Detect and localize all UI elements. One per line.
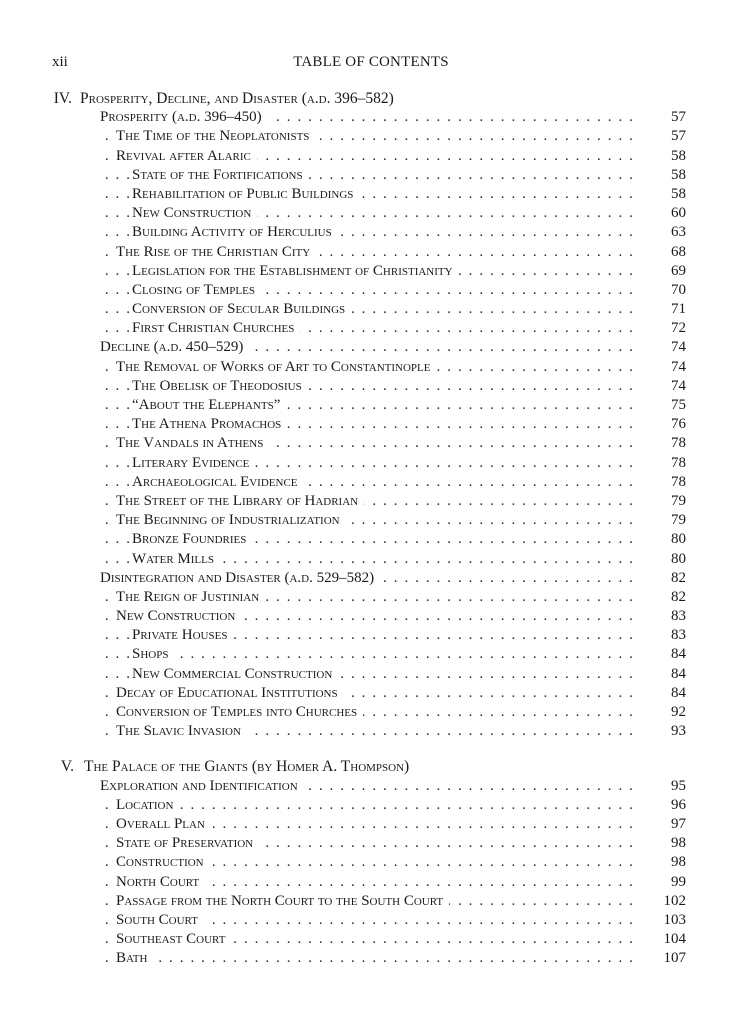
toc-entry-page: 83	[640, 626, 686, 645]
toc-entry	[0, 911, 742, 930]
toc-entry-page: 99	[640, 873, 686, 892]
toc-entry-title: The Vandals in Athens	[116, 434, 269, 453]
toc-entry-page: 84	[640, 645, 686, 664]
toc-entry-title: The Reign of Justinian	[116, 588, 265, 607]
toc-entry-page: 107	[640, 949, 686, 968]
toc-entry-page: 96	[640, 796, 686, 815]
toc-entry-page: 78	[640, 454, 686, 473]
toc-entry-page: 58	[640, 166, 686, 185]
toc-entry-page: 60	[640, 204, 686, 223]
toc-entry-title: Exploration and Identification	[100, 777, 304, 796]
toc-entry	[0, 223, 742, 242]
toc-entry-page: 102	[640, 892, 686, 911]
toc-entry-title: Legislation for the Establishment of Christianity	[132, 262, 459, 281]
toc-entry-page: 76	[640, 415, 686, 434]
toc-entry-page: 74	[640, 358, 686, 377]
toc-entry-title: The Athena Promachos	[132, 415, 287, 434]
page-number: xii	[52, 54, 68, 70]
toc-entry-title: Archaeological Evidence	[132, 473, 304, 492]
toc-entry	[0, 853, 742, 872]
toc-entry-title: “About the Elephants”	[132, 396, 286, 415]
toc-entry-page: 97	[640, 815, 686, 834]
toc-entry	[0, 796, 742, 815]
toc-entry-page: 79	[640, 492, 686, 511]
chapter-heading	[0, 757, 742, 776]
toc-entry-title: Overall Plan	[116, 815, 211, 834]
toc-entry	[0, 415, 742, 434]
toc-entry-page: 71	[640, 300, 686, 319]
table-of-contents	[0, 89, 742, 968]
toc-entry-page: 82	[640, 569, 686, 588]
toc-entry-page: 74	[640, 338, 686, 357]
toc-entry-title: The Slavic Invasion	[116, 722, 247, 741]
toc-entry	[0, 262, 742, 281]
toc-entry-title: Closing of Temples	[132, 281, 261, 300]
toc-entry-page: 98	[640, 834, 686, 853]
toc-entry	[0, 166, 742, 185]
chapter-number: V.	[60, 758, 74, 776]
toc-entry	[0, 185, 742, 204]
toc-entry-page: 79	[640, 511, 686, 530]
toc-entry	[0, 569, 742, 588]
toc-entry-title: Passage from the North Court to the South Court	[116, 892, 449, 911]
page-header	[0, 54, 742, 74]
chapter-title: Prosperity, Decline, and Disaster (a.d. 396–582)	[80, 90, 394, 107]
toc-entry-page: 78	[640, 434, 686, 453]
toc-entry	[0, 358, 742, 377]
toc-entry	[0, 645, 742, 664]
toc-entry-title: The Obelisk of Theodosius	[132, 377, 308, 396]
toc-entry-title: The Removal of Works of Art to Constantinople	[116, 358, 437, 377]
chapter-heading	[0, 89, 742, 108]
toc-entry-title: Disintegration and Disaster (a.d. 529–582)	[100, 569, 380, 588]
toc-entry	[0, 243, 742, 262]
toc-entry-title: New Construction	[116, 607, 241, 626]
toc-entry	[0, 684, 742, 703]
toc-entry-page: 93	[640, 722, 686, 741]
toc-entry-title: Construction	[116, 853, 210, 872]
toc-entry-title: The Beginning of Industrialization	[116, 511, 346, 530]
toc-entry	[0, 377, 742, 396]
toc-entry-page: 57	[640, 108, 686, 127]
toc-entry-page: 104	[640, 930, 686, 949]
toc-entry-title: New Commercial Construction	[132, 665, 338, 684]
toc-entry-title: State of the Fortifications	[132, 166, 309, 185]
toc-entry	[0, 588, 742, 607]
toc-entry	[0, 777, 742, 796]
toc-entry-title: Bronze Foundries	[132, 530, 252, 549]
toc-entry-page: 98	[640, 853, 686, 872]
toc-entry-page: 83	[640, 607, 686, 626]
toc-entry	[0, 300, 742, 319]
toc-entry-title: Shops	[132, 645, 174, 664]
toc-entry	[0, 396, 742, 415]
toc-entry	[0, 892, 742, 911]
dot-leader	[100, 796, 688, 815]
toc-entry	[0, 607, 742, 626]
toc-entry-page: 82	[640, 588, 686, 607]
toc-entry	[0, 492, 742, 511]
toc-entry	[0, 338, 742, 357]
toc-entry-page: 58	[640, 147, 686, 166]
toc-entry-page: 57	[640, 127, 686, 146]
toc-entry-page: 58	[640, 185, 686, 204]
toc-entry	[0, 834, 742, 853]
toc-entry-page: 69	[640, 262, 686, 281]
toc-entry	[0, 281, 742, 300]
toc-entry	[0, 873, 742, 892]
toc-entry-title: Building Activity of Herculius	[132, 223, 338, 242]
toc-entry-title: Prosperity (a.d. 396–450)	[100, 108, 268, 127]
toc-entry-page: 68	[640, 243, 686, 262]
toc-entry	[0, 147, 742, 166]
toc-entry	[0, 703, 742, 722]
toc-entry	[0, 127, 742, 146]
toc-entry-page: 84	[640, 684, 686, 703]
toc-entry	[0, 530, 742, 549]
chapter-title: The Palace of the Giants (by Homer A. Thompson)	[84, 758, 410, 776]
toc-entry-title: State of Preservation	[116, 834, 259, 853]
toc-entry-title: Water Mills	[132, 550, 220, 569]
toc-entry	[0, 665, 742, 684]
toc-entry-title: Decay of Educational Institutions	[116, 684, 344, 703]
toc-entry-page: 78	[640, 473, 686, 492]
toc-entry-title: First Christian Churches	[132, 319, 300, 338]
toc-entry-page: 63	[640, 223, 686, 242]
toc-entry	[0, 930, 742, 949]
toc-entry-page: 75	[640, 396, 686, 415]
dot-leader	[100, 949, 688, 968]
toc-entry	[0, 626, 742, 645]
toc-entry-title: Private Houses	[132, 626, 233, 645]
toc-entry-title: New Construction	[132, 204, 257, 223]
toc-entry	[0, 204, 742, 223]
toc-entry	[0, 722, 742, 741]
toc-entry	[0, 511, 742, 530]
toc-entry-page: 74	[640, 377, 686, 396]
toc-entry-title: The Rise of the Christian City	[116, 243, 316, 262]
toc-entry	[0, 454, 742, 473]
dot-leader	[100, 645, 688, 664]
toc-entry-title: Southeast Court	[116, 930, 231, 949]
toc-entry-title: Bath	[116, 949, 153, 968]
toc-entry-title: Conversion of Secular Buildings	[132, 300, 351, 319]
toc-entry	[0, 949, 742, 968]
toc-entry-page: 95	[640, 777, 686, 796]
toc-entry-title: The Time of the Neoplatonists	[116, 127, 315, 146]
toc-entry-title: North Court	[116, 873, 205, 892]
toc-entry	[0, 550, 742, 569]
toc-entry	[0, 434, 742, 453]
toc-entry-page: 84	[640, 665, 686, 684]
toc-entry-title: Location	[116, 796, 179, 815]
toc-entry-page: 70	[640, 281, 686, 300]
toc-entry	[0, 319, 742, 338]
toc-entry-title: The Street of the Library of Hadrian	[116, 492, 364, 511]
toc-entry-title: Revival after Alaric	[116, 147, 257, 166]
chapter-number: IV.	[53, 90, 72, 107]
toc-entry-page: 72	[640, 319, 686, 338]
toc-entry	[0, 473, 742, 492]
toc-entry-page: 103	[640, 911, 686, 930]
toc-entry-title: Decline (a.d. 450–529)	[100, 338, 249, 357]
toc-entry-title: Conversion of Temples into Churches	[116, 703, 363, 722]
toc-entry-title: Literary Evidence	[132, 454, 255, 473]
toc-entry	[0, 815, 742, 834]
toc-entry-page: 80	[640, 550, 686, 569]
toc-entry-page: 92	[640, 703, 686, 722]
toc-entry-title: South Court	[116, 911, 204, 930]
running-head: TABLE OF CONTENTS	[293, 54, 449, 70]
toc-entry-title: Rehabilitation of Public Buildings	[132, 185, 359, 204]
toc-entry-page: 80	[640, 530, 686, 549]
toc-entry	[0, 108, 742, 127]
